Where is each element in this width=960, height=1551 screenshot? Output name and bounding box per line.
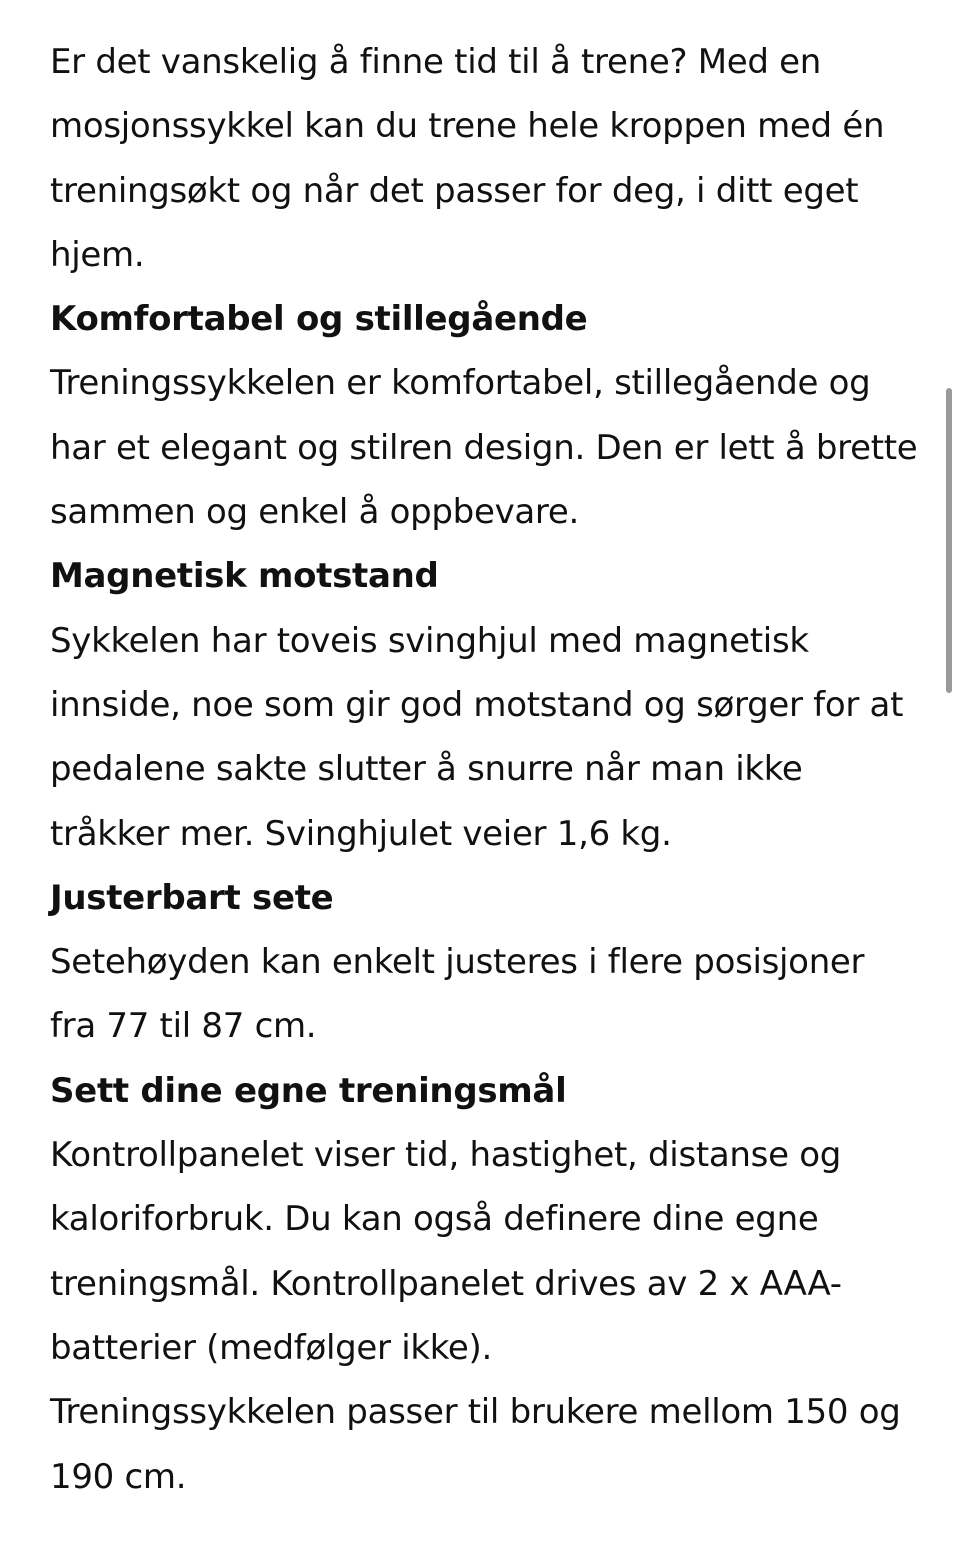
intro-paragraph: Er det vanskelig å finne tid til å trene? Med en mosjonssykkel kan du trene hele kroppen med én treningsøkt og når det passer for deg, i ditt eget hjem. bbox=[50, 42, 885, 275]
section-heading-comfort: Komfortabel og stillegående bbox=[50, 299, 588, 340]
section-extra-goals: Treningssykkelen passer til brukere mellom 150 og 190 cm. bbox=[50, 1392, 901, 1497]
section-heading-seat: Justerbart sete bbox=[50, 877, 334, 918]
section-heading-goals: Sett dine egne treningsmål bbox=[50, 1070, 567, 1111]
scrollbar[interactable] bbox=[946, 388, 952, 693]
section-body-magnetic: Sykkelen har toveis svinghjul med magnetisk innside, noe som gir god motstand og sørger for at pedalene sakte slutter å snurre når man ikke tråkker mer. Svinghjulet veier 1,6 kg. bbox=[50, 620, 904, 854]
section-body-comfort: Treningssykkelen er komfortabel, stillegående og har et elegant og stilren design. Den er lett å brette sammen og enkel å oppbevare. bbox=[50, 363, 918, 533]
section-body-goals: Kontrollpanelet viser tid, hastighet, distanse og kaloriforbruk. Du kan også definere dine egne treningsmål. Kontrollpanelet drives av 2 x AAA-batterier (medfølger ikke). bbox=[50, 1135, 842, 1368]
section-body-seat: Setehøyden kan enkelt justeres i flere posisjoner fra 77 til 87 cm. bbox=[50, 942, 865, 1047]
section-heading-magnetic: Magnetisk motstand bbox=[50, 556, 439, 597]
product-description bbox=[50, 30, 920, 1509]
